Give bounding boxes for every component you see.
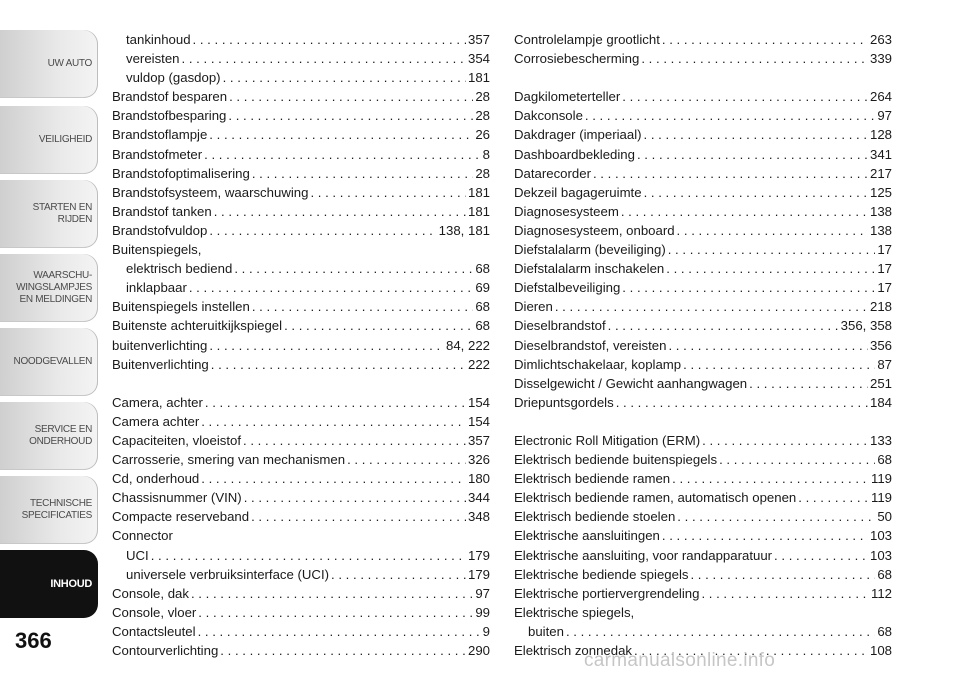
dot-leader [244, 488, 466, 507]
index-column-right [514, 30, 892, 660]
index-entry-label: Carrosserie, smering van mechanismen [112, 452, 346, 468]
index-column-left [112, 30, 490, 660]
dot-leader [209, 336, 444, 355]
dot-leader [719, 450, 875, 469]
chapter-tab[interactable] [0, 402, 98, 470]
chapter-tab-label: VEILIGHEID [38, 134, 92, 145]
index-entry-label: Brandstof tanken [112, 203, 212, 219]
dot-leader [616, 393, 868, 412]
index-entry[interactable] [514, 469, 892, 488]
index-entry-page[interactable]: 28 [475, 108, 490, 124]
dot-leader [151, 546, 466, 565]
index-entry-page[interactable]: 354 [467, 51, 490, 67]
index-entry[interactable] [514, 622, 892, 641]
index-entry[interactable] [514, 240, 892, 259]
index-entry[interactable] [112, 68, 490, 87]
index-entry-page[interactable]: 68 [877, 452, 892, 468]
dot-leader [662, 30, 868, 49]
dot-leader [621, 202, 868, 221]
index-entry-label: Chassisnummer (VIN) [112, 490, 242, 506]
dot-leader [798, 488, 869, 507]
dot-leader [251, 507, 466, 526]
index-entry-label: Diagnosesysteem [514, 203, 619, 219]
index-entry[interactable] [112, 30, 490, 49]
chapter-tab-label: SERVICE EN ONDERHOUD [29, 424, 92, 447]
index-entry-page[interactable]: 339 [869, 51, 892, 67]
index-entry[interactable] [514, 183, 892, 202]
index-entry-page[interactable]: 68 [877, 566, 892, 582]
index-entry-label: elektrisch bediend [126, 261, 233, 277]
index-entry-page[interactable]: 97 [877, 108, 892, 124]
index-entry-page[interactable]: 138 [869, 203, 892, 219]
dot-leader [677, 507, 875, 526]
index-entry[interactable] [112, 145, 490, 164]
index-entry-label: Dashboardbekleding [514, 146, 635, 162]
index-entry-label: UCI [126, 547, 149, 563]
chapter-tab-label: STARTEN EN RIJDEN [32, 202, 92, 225]
index-entry-page[interactable]: 84, 222 [446, 337, 490, 353]
index-entry-page[interactable]: 357 [467, 432, 490, 448]
index-entry[interactable] [514, 526, 892, 545]
index-entry[interactable] [112, 641, 490, 660]
chapter-tab-label: UW AUTO [47, 58, 92, 69]
index-entry-label: Buitenspiegels, [112, 242, 202, 258]
index-entry-page[interactable]: 184 [869, 394, 892, 410]
dot-leader [668, 336, 868, 355]
index-entry[interactable] [112, 393, 490, 412]
index-entry-label: Diefstalalarm (beveiliging) [514, 242, 666, 258]
index-entry-page[interactable]: 154 [467, 413, 490, 429]
index-entry-page[interactable]: 357 [467, 32, 490, 47]
index-entry[interactable] [112, 278, 490, 297]
index-entry-label: Dieren [514, 299, 553, 315]
index-entry-label: Brandstofbesparing [112, 108, 227, 124]
index-entry-page[interactable]: 263 [869, 32, 892, 47]
index-entry[interactable] [112, 125, 490, 144]
index-entry-label: buiten [528, 623, 564, 639]
index-entry-page[interactable]: 290 [467, 643, 490, 658]
dot-leader [666, 259, 875, 278]
index-entry[interactable] [514, 450, 892, 469]
index-entry-label: Brandstofoptimalisering [112, 165, 250, 181]
index-entry[interactable] [112, 507, 490, 526]
index-entry-page[interactable]: 222 [467, 356, 490, 372]
index-entry-label: Elektrische spiegels, [514, 604, 635, 620]
dot-leader [622, 87, 868, 106]
index-entry-label: Brandstof besparen [112, 89, 228, 105]
index-entry-page[interactable]: 251 [869, 375, 892, 391]
index-entry[interactable] [112, 221, 490, 240]
dot-leader [637, 145, 868, 164]
dot-leader [198, 622, 481, 641]
dot-leader [284, 316, 473, 335]
index-entry-label: Contourverlichting [112, 643, 219, 658]
index-entry-page[interactable]: 108 [869, 643, 892, 658]
index-entry-page[interactable]: 119 [870, 490, 892, 506]
index-entry-label: Elektrisch bediende ramen, automatisch openen [514, 490, 797, 506]
dot-leader [690, 565, 875, 584]
index-entry-label: universele verbruiksinterface (UCI) [126, 566, 330, 582]
index-entry-page[interactable]: 341 [869, 146, 892, 162]
index-spacer [112, 374, 490, 393]
index-entry-label: Buitenverlichting [112, 356, 209, 372]
index-entry-label: Compacte reserveband [112, 509, 250, 525]
index-entry[interactable] [112, 450, 490, 469]
chapter-tab[interactable] [0, 550, 98, 618]
dot-leader [622, 278, 875, 297]
index-entry[interactable] [112, 164, 490, 183]
index-entry-label: Connector [112, 528, 173, 544]
index-entry-page[interactable]: 17 [877, 242, 892, 258]
index-entry-label: Buitenspiegels instellen [112, 299, 250, 315]
dot-leader [585, 106, 875, 125]
index-spacer [514, 68, 892, 87]
index-entry-label: Corrosiebescherming [514, 51, 640, 67]
index-entry[interactable] [514, 488, 892, 507]
index-entry-label: Brandstofmeter [112, 146, 203, 162]
chapter-tab-label: INHOUD [50, 578, 92, 590]
index-entry-label: Datarecorder [514, 165, 591, 181]
index-entry-label: Electronic Roll Mitigation (ERM) [514, 432, 701, 448]
index-entry-label: Brandstofvuldop [112, 222, 208, 238]
index-entry[interactable] [112, 336, 490, 355]
index-entry[interactable] [514, 259, 892, 278]
index-entry[interactable] [514, 297, 892, 316]
index-entry[interactable] [514, 202, 892, 221]
index-entry[interactable] [514, 355, 892, 374]
index-entry-label: Controlelampje grootlicht [514, 32, 660, 47]
chapter-tab-label: NOODGEVALLEN [13, 356, 92, 367]
dot-leader [182, 49, 466, 68]
index-entry-label: Elektrisch bediende ramen [514, 471, 671, 487]
index-entry-page[interactable]: 348 [467, 509, 490, 525]
index-entry-page[interactable]: 68 [475, 261, 490, 277]
index-entry-label: Disselgewicht / Gewicht aanhangwagen [514, 375, 748, 391]
index-entry-label: Brandstofsysteem, waarschuwing [112, 184, 309, 200]
index-entry-page[interactable]: 8 [482, 146, 490, 162]
index-entry[interactable] [112, 183, 490, 202]
index-entry-label: Dakdrager (imperiaal) [514, 127, 642, 143]
index-entry-page[interactable]: 125 [869, 184, 892, 200]
index-entry-label: Dimlichtschakelaar, koplamp [514, 356, 682, 372]
index-entry-label: vereisten [126, 51, 180, 67]
dot-leader [566, 622, 875, 641]
dot-leader [668, 240, 876, 259]
index-entry[interactable] [514, 393, 892, 412]
index-entry-label: Diagnosesysteem, onboard [514, 222, 675, 238]
index-entry-page[interactable]: 97 [475, 585, 490, 601]
index-entry-label: Elektrische aansluiting, voor randapparatuur [514, 547, 773, 563]
page-number: 366 [15, 628, 52, 653]
index-entry-page[interactable]: 26 [475, 127, 490, 143]
index-entry-page[interactable]: 138, 181 [438, 222, 490, 238]
index-entry[interactable] [514, 546, 892, 565]
index-entry[interactable] [112, 488, 490, 507]
index-entry-page[interactable]: 119 [870, 471, 892, 487]
index-entry[interactable] [514, 87, 892, 106]
index-entry-page[interactable]: 138 [869, 222, 892, 238]
index-entry[interactable] [112, 431, 490, 450]
index-entry[interactable] [514, 316, 892, 335]
dot-leader [214, 202, 466, 221]
index-entry-page[interactable]: 264 [869, 89, 892, 105]
index-entry-label: Dakconsole [514, 108, 583, 124]
chapter-tab[interactable] [0, 328, 98, 396]
index-entry-page[interactable]: 133 [869, 432, 892, 448]
index-entry[interactable] [112, 622, 490, 641]
index-entry[interactable] [112, 565, 490, 584]
dot-leader [223, 68, 466, 87]
index-entry-page[interactable]: 68 [475, 318, 490, 334]
dot-leader [677, 221, 868, 240]
dot-leader [191, 584, 473, 603]
index-entry-label: Elektrische bediende spiegels [514, 566, 689, 582]
index-entry-page[interactable]: 50 [877, 509, 892, 525]
dot-leader [252, 164, 474, 183]
index-entry-label: Console, dak [112, 585, 189, 601]
dot-leader [198, 603, 473, 622]
dot-leader [644, 125, 868, 144]
index-entry[interactable] [112, 584, 490, 603]
dot-leader [193, 30, 466, 49]
index-entry-label: Dagkilometerteller [514, 89, 621, 105]
index-entry-page[interactable]: 103 [869, 547, 892, 563]
index-entry-page[interactable]: 112 [870, 585, 892, 601]
index-entry[interactable] [112, 603, 490, 622]
dot-leader [205, 393, 466, 412]
index-entry-page[interactable]: 179 [467, 547, 490, 563]
dot-leader [189, 278, 473, 297]
dot-leader [204, 145, 481, 164]
index-entry-page[interactable]: 9 [482, 623, 490, 639]
index-entry-page[interactable]: 181 [467, 203, 490, 219]
index-entry-label: Dieselbrandstof, vereisten [514, 337, 667, 353]
index-entry-page[interactable]: 326 [467, 452, 490, 468]
index-entry[interactable] [514, 221, 892, 240]
index-entry[interactable] [514, 336, 892, 355]
index-entry-label: Diefstalbeveiliging [514, 280, 621, 296]
index-entry[interactable] [514, 584, 892, 603]
dot-leader [701, 584, 869, 603]
index-entry-label: Driepuntsgordels [514, 394, 614, 410]
dot-leader [229, 87, 473, 106]
index-entry[interactable] [112, 316, 490, 335]
index-entry-page[interactable]: 344 [467, 490, 490, 506]
index-entry[interactable] [514, 164, 892, 183]
dot-leader [555, 297, 868, 316]
index-entry[interactable] [112, 355, 490, 374]
chapter-tab-label: WAARSCHU- WINGSLAMPJES EN MELDINGEN [16, 270, 92, 305]
index-entry[interactable] [514, 49, 892, 68]
index-entry-page[interactable]: 181 [467, 184, 490, 200]
index-entry-label: Dieselbrandstof [514, 318, 606, 334]
index-entry-page[interactable]: 356 [869, 337, 892, 353]
index-entry[interactable] [112, 259, 490, 278]
chapter-tab[interactable] [0, 180, 98, 248]
dot-leader [608, 316, 839, 335]
dot-leader [243, 431, 466, 450]
dot-leader [252, 297, 474, 316]
index-entry-page[interactable]: 87 [877, 356, 892, 372]
dot-leader [310, 183, 466, 202]
index-entry-label: Capaciteiten, vloeistof [112, 432, 242, 448]
chapter-tab-label: TECHNISCHE SPECIFICATIES [21, 498, 92, 521]
index-entry[interactable] [112, 106, 490, 125]
dot-leader [749, 374, 868, 393]
chapter-tab[interactable] [0, 476, 98, 544]
index-entry[interactable] [112, 412, 490, 431]
dot-leader [209, 221, 436, 240]
dot-leader [228, 106, 473, 125]
index-entry-label: Elektrisch bediende stoelen [514, 509, 676, 525]
index-entry-label: tankinhoud [126, 32, 191, 47]
index-entry-page[interactable]: 356, 358 [840, 318, 892, 334]
index-entry[interactable] [112, 546, 490, 565]
index-entry[interactable] [112, 202, 490, 221]
index-entry[interactable] [112, 49, 490, 68]
index-entry-label: buitenverlichting [112, 337, 208, 353]
watermark: carmanualsonline.info [584, 650, 776, 671]
index-entry-page[interactable]: 28 [475, 165, 490, 181]
index-entry[interactable] [514, 30, 892, 49]
index-entry-page[interactable]: 28 [475, 89, 490, 105]
dot-leader [201, 469, 466, 488]
index-entry-label: Diefstalalarm inschakelen [514, 261, 665, 277]
index-spacer [514, 412, 892, 431]
index-entry[interactable] [514, 565, 892, 584]
dot-leader [672, 469, 869, 488]
index-entry-page[interactable]: 154 [467, 394, 490, 410]
index-entry-label: Elektrisch bediende buitenspiegels [514, 452, 718, 468]
index-entry[interactable] [112, 87, 490, 106]
index-entry-label: Console, vloer [112, 604, 197, 620]
index-entry[interactable] [514, 125, 892, 144]
index-entry-label: Elektrische aansluitingen [514, 528, 660, 544]
index-entry-page[interactable]: 180 [467, 471, 490, 487]
index-entry[interactable] [112, 240, 490, 259]
dot-leader [331, 565, 466, 584]
index-entry-page[interactable]: 17 [877, 280, 892, 296]
dot-leader [644, 183, 868, 202]
index-entry-label: inklapbaar [126, 280, 187, 296]
dot-leader [683, 355, 875, 374]
dot-leader [774, 546, 868, 565]
dot-leader [641, 49, 868, 68]
index-entry[interactable] [514, 603, 892, 622]
chapter-tab[interactable] [0, 254, 98, 322]
index-entry[interactable] [514, 507, 892, 526]
index-entry-label: Cd, onderhoud [112, 471, 200, 487]
index-entry[interactable] [112, 526, 490, 545]
index-entry-label: Contactsleutel [112, 623, 196, 639]
dot-leader [209, 125, 473, 144]
chapter-tab[interactable] [0, 30, 98, 98]
index-entry-label: Elektrische portiervergrendeling [514, 585, 700, 601]
chapter-tab[interactable] [0, 106, 98, 174]
index-entry-page[interactable]: 217 [869, 165, 892, 181]
index-entry-page[interactable]: 68 [475, 299, 490, 315]
index-entry-page[interactable]: 17 [877, 261, 892, 277]
dot-leader [234, 259, 473, 278]
dot-leader [662, 526, 868, 545]
dot-leader [220, 641, 466, 660]
index-entry[interactable] [112, 297, 490, 316]
index-entry[interactable] [514, 145, 892, 164]
index-entry-label: Brandstoflampje [112, 127, 208, 143]
index-entry-label: Elektrisch zonnedak [514, 643, 633, 658]
dot-leader [201, 412, 466, 431]
index-entry-label: vuldop (gasdop) [126, 70, 221, 86]
dot-leader [702, 431, 868, 450]
dot-leader [211, 355, 466, 374]
index-entry-page[interactable]: 179 [467, 566, 490, 582]
dot-leader [593, 164, 868, 183]
index-entry[interactable] [514, 374, 892, 393]
index-entry[interactable] [112, 469, 490, 488]
index-entry-page[interactable]: 68 [877, 623, 892, 639]
index-entry-label: Camera, achter [112, 394, 203, 410]
index-entry-page[interactable]: 69 [475, 280, 490, 296]
index-entry-label: Camera achter [112, 413, 200, 429]
index-entry-page[interactable]: 218 [869, 299, 892, 315]
index-entry-label: Buitenste achteruitkijkspiegel [112, 318, 283, 334]
index-entry-page[interactable]: 99 [475, 604, 490, 620]
index-entry[interactable] [514, 106, 892, 125]
index-entry-page[interactable]: 181 [467, 70, 490, 86]
index-entry-page[interactable]: 128 [869, 127, 892, 143]
index-entry[interactable] [514, 278, 892, 297]
index-entry-label: Dekzeil bagageruimte [514, 184, 642, 200]
index-entry[interactable] [514, 431, 892, 450]
dot-leader [347, 450, 466, 469]
index-entry-page[interactable]: 103 [869, 528, 892, 544]
